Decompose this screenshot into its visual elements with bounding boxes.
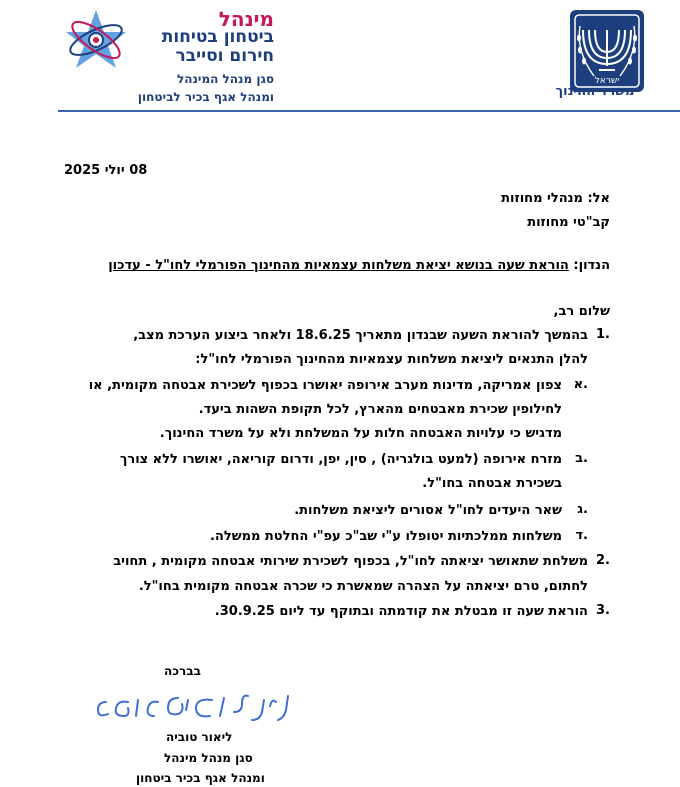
letter-date: 08 יולי 2025 (64, 163, 148, 178)
greeting: שלום רב, (553, 304, 610, 319)
signer-title-2: ומנהל אגף בכיר ביטחון (136, 771, 265, 785)
directorate-role-2: ומנהל אגף בכיר לביטחון (137, 90, 274, 104)
directorate-role-1: סגן מנהל המינהל (176, 72, 274, 86)
cc-line: קב"טי מחוזות (527, 215, 610, 230)
recipient-line: אל: מנהלי מחוזות (501, 191, 610, 206)
directorate-title: מינהל (218, 7, 274, 31)
header-divider (58, 110, 680, 112)
subitem-b-line-1: מזרח אירופה (למעט בולגריה) , סין, יפן, ודרום קוריאה, יאושרו ללא צורך (119, 452, 562, 467)
subitem-a-line-3: מדגיש כי עלויות האבטחה חלות על המשלחת ולא על משרד החינוך. (159, 426, 562, 441)
directorate-line-2: חירום וסייבר (175, 46, 274, 66)
subitem-a-line-2: לחילופין שכירת מאבטחים מהארץ, לכל תקופת השהות ביעד. (198, 402, 562, 417)
subitem-d-label: ד. (575, 528, 588, 543)
item-1-line-2: להלן התנאים ליציאת משלחות עצמאיות מהחינוך הפורמלי לחו"ל: (195, 352, 588, 367)
item-3-line-1: הוראת שעה זו מבטלת את קודמתה ובתוקף עד ליום 30.9.25. (214, 604, 588, 619)
subitem-d-line-1: משלחות ממלכתיות יטופלו ע"י שב"כ עפ"י החלטת ממשלה. (209, 529, 562, 544)
subitem-b-line-2: בשכירת אבטחה בחו"ל. (422, 476, 562, 491)
subitem-g-label: ג. (577, 502, 588, 517)
item-2-line-2: לחתום, טרם יציאתה על הצהרה שמאשרת כי שכרה אבטחה מקומית בחו"ל. (138, 579, 588, 594)
subitem-g-line-1: שאר היעדים לחו"ל אסורים ליציאת משלחות. (294, 503, 562, 518)
item-number-1: 1. (596, 327, 610, 342)
item-number-3: 3. (596, 603, 610, 618)
signer-title-1: סגן מנהל מינהל (164, 751, 253, 765)
subitem-a-label: א. (573, 377, 588, 392)
item-number-2: 2. (596, 553, 610, 568)
signer-name: ליאור טוביה (166, 730, 233, 744)
subject-text: הוראת שעה בנושא יציאת משלחות עצמאיות מהחינוך הפורמלי לחו"ל - עדכון (108, 258, 569, 273)
directorate-line-1: ביטחון בטיחות (161, 27, 274, 47)
subitem-b-label: ב. (575, 451, 588, 466)
closing: בברכה (164, 664, 201, 678)
handwritten-signature (92, 690, 302, 730)
subject-prefix: הנדון: (573, 258, 610, 273)
ministry-emblem-icon (568, 8, 646, 94)
ministry-name: משרד החינוך (555, 84, 635, 99)
star-atom-icon (64, 8, 128, 72)
subitem-a-line-1: צפון אמריקה, מדינות מערב אירופה יאושרו בכפוף לשכירת אבטחה מקומית, או (88, 378, 562, 393)
item-1-line-1: בהמשך להוראת השעה שבנדון מתאריך 18.6.25 ולאחר ביצוע הערכת מצב, (133, 328, 588, 343)
subject-line (108, 257, 610, 275)
directorate-logo (64, 8, 274, 104)
item-2-line-1: משלחת שתאושר יציאתה לחו"ל, בכפוף לשכירת שירותי אבטחה מקומית , תחויב (113, 554, 588, 569)
emblem-text: ישראל (594, 76, 620, 86)
